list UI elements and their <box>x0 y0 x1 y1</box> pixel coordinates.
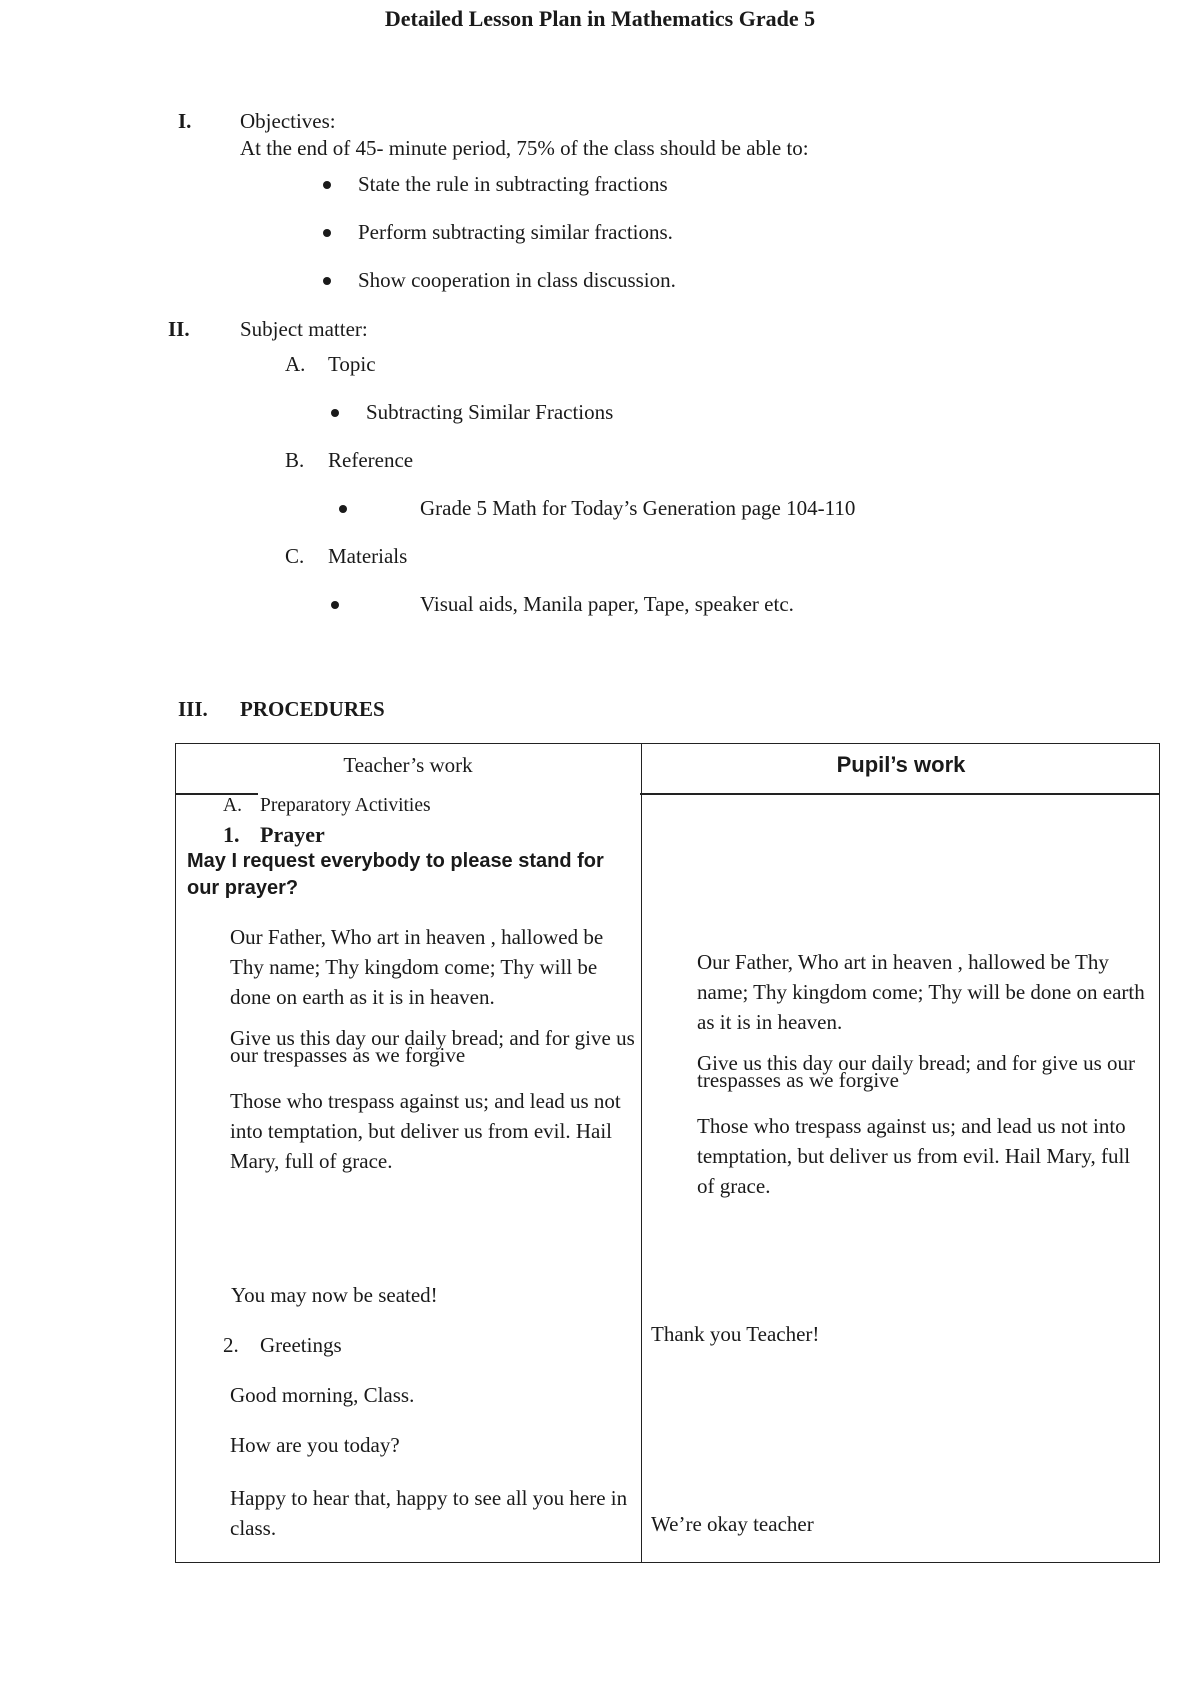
pupil-prayer-1: Our Father, Who art in heaven , hallowed be Thy name; Thy kingdom come; Thy will be done on earth as it is in heaven. <box>697 950 1145 1034</box>
seated-instruction: You may now be seated! <box>231 1283 438 1307</box>
teacher-prayer-block <box>230 922 635 1188</box>
section-numeral-procedures: III. <box>178 697 208 721</box>
section-numeral-objectives: I. <box>178 109 192 133</box>
pupil-prayer-block <box>697 947 1147 1213</box>
subject-heading: Subject matter: <box>240 317 368 341</box>
topic-letter: A. <box>285 352 306 376</box>
bullet-icon <box>331 601 339 609</box>
pupil-prayer-2: Give us this day our daily bread; and for give us our trespasses as we forgive <box>697 1051 1135 1092</box>
pupil-prayer-3: Those who trespass against us; and lead us not into temptation, but deliver us from evil. Hail Mary, full of grace. <box>697 1114 1131 1198</box>
bullet-icon <box>331 409 339 417</box>
prayer-request: May I request everybody to please stand for our prayer? <box>187 850 604 899</box>
bullet-icon <box>339 505 347 513</box>
pupil-okay: We’re okay teacher <box>651 1512 814 1536</box>
bullet-icon <box>323 181 331 189</box>
materials-letter: C. <box>285 544 305 568</box>
reference-item: Grade 5 Math for Today’s Generation page 104-110 <box>420 496 856 520</box>
step-2-greetings: Greetings <box>260 1333 342 1357</box>
teacher-prayer-1: Our Father, Who art in heaven , hallowed be Thy name; Thy kingdom come; Thy will be done on earth as it is in heaven. <box>230 925 604 1009</box>
greeting-how-are-you: How are you today? <box>230 1433 400 1457</box>
page-title: Detailed Lesson Plan in Mathematics Grade 5 <box>384 6 816 31</box>
bullet-icon <box>323 229 331 237</box>
reference-label: Reference <box>328 448 414 472</box>
materials-label: Materials <box>328 544 408 568</box>
preparatory-letter: A. <box>223 795 242 816</box>
topic-item: Subtracting Similar Fractions <box>366 400 614 424</box>
pupil-work-header: Pupil’s work <box>836 752 966 777</box>
preparatory-activities: Preparatory Activities <box>260 795 431 816</box>
teacher-work-header: Teacher’s work <box>343 753 473 777</box>
topic-label: Topic <box>328 352 376 376</box>
materials-item: Visual aids, Manila paper, Tape, speaker etc. <box>420 592 794 616</box>
greeting-good-morning: Good morning, Class. <box>230 1383 415 1407</box>
table-column-divider <box>641 743 642 1563</box>
pupil-thank-you: Thank you Teacher! <box>651 1322 820 1346</box>
objectives-heading: Objectives: <box>240 109 336 133</box>
objective-item: Show cooperation in class discussion. <box>358 268 676 292</box>
section-numeral-subject: II. <box>168 317 190 341</box>
step-2-number: 2. <box>223 1333 239 1357</box>
objectives-intro: At the end of 45- minute period, 75% of the class should be able to: <box>240 136 809 160</box>
objective-item: State the rule in subtracting fractions <box>358 172 668 196</box>
step-1-number: 1. <box>223 822 240 847</box>
greeting-happy: Happy to hear that, happy to see all you here in class. <box>230 1486 628 1540</box>
procedures-heading: PROCEDURES <box>240 697 385 721</box>
step-1-prayer: Prayer <box>260 822 325 847</box>
bullet-icon <box>323 277 331 285</box>
objective-item: Perform subtracting similar fractions. <box>358 220 673 244</box>
reference-letter: B. <box>285 448 305 472</box>
teacher-prayer-3: Those who trespass against us; and lead us not into temptation, but deliver us from evil. Hail Mary, full of grace. <box>230 1089 621 1173</box>
teacher-prayer-2: Give us this day our daily bread; and for give us our trespasses as we forgive <box>230 1026 635 1067</box>
